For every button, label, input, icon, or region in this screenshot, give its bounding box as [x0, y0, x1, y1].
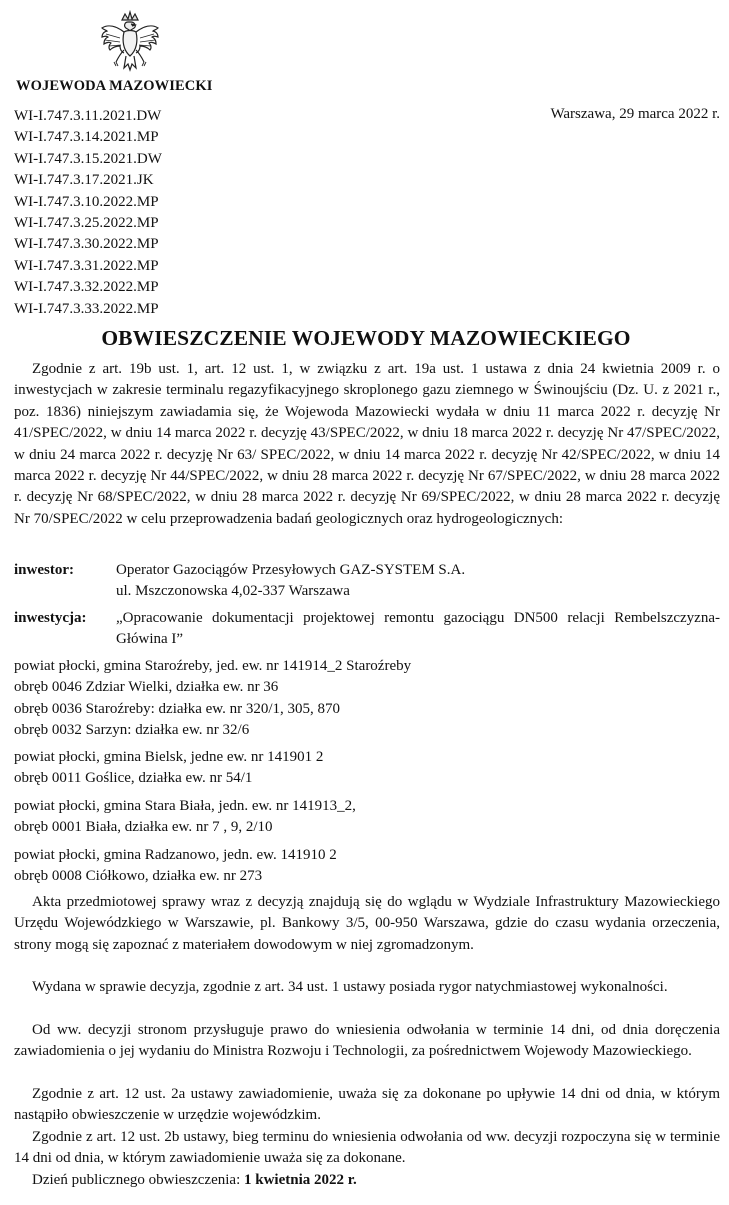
document-title: OBWIESZCZENIE WOJEWODY MAZOWIECKIEGO	[101, 326, 631, 350]
body-paragraph: Zgodnie z art. 12 ust. 2a ustawy zawiadomienie, uważa się za dokonane po upływie 14 dni od dnia, w którym nastąpiło obwieszczenie w urzędzie wojewódzkim.	[14, 1086, 720, 1124]
investor-address: ul. Mszczonowska 4,02-337 Warszawa	[116, 583, 350, 600]
location-line: powiat płocki, gmina Bielsk, jedne ew. nr 141901 2	[14, 749, 324, 765]
publication-date-line	[32, 1172, 357, 1189]
eagle-emblem-icon	[98, 10, 162, 76]
case-reference: WI-I.747.3.17.2021.JK	[14, 172, 154, 189]
location-group	[14, 796, 356, 839]
location-line: powiat płocki, gmina Radzanowo, jedn. ew. 141910 2	[14, 847, 337, 863]
investor-block	[14, 560, 720, 604]
investor-name: Operator Gazociągów Przesyłowych GAZ-SYSTEM S.A.	[116, 562, 466, 578]
location-line: obręb 0032 Sarzyn: działka ew. nr 32/6	[14, 722, 250, 739]
body-paragraph: Zgodnie z art. 12 ust. 2b ustawy, bieg terminu do wniesienia odwołania od ww. decyzji rozpoczyna się w terminie 14 dni od dnia, w którym zawiadomienie uważa się za dokonane.	[14, 1129, 720, 1167]
location-group	[14, 845, 337, 888]
case-reference: WI-I.747.3.25.2022.MP	[14, 215, 159, 232]
investor-details	[116, 560, 720, 603]
location-line: powiat płocki, gmina Stara Biała, jedn. ew. nr 141913_2,	[14, 798, 356, 814]
place-and-date: Warszawa, 29 marca 2022 r.	[550, 106, 720, 122]
case-reference: WI-I.747.3.33.2022.MP	[14, 300, 159, 317]
case-reference: WI-I.747.3.32.2022.MP	[14, 279, 159, 296]
case-reference: WI-I.747.3.31.2022.MP	[14, 257, 159, 274]
location-group	[14, 656, 411, 742]
body-paragraph: Akta przedmiotowej sprawy wraz z decyzją znajdują się do wglądu w Wydziale Infrastruktury Mazowieckiego Urzędu Wojewódzkiego w Warszawie, pl. Bankowy 3/5, 00-950 Warszawa, gdzie do czasu wydania orzeczenia, strony mogą się zapoznać z materiałem dowodowym w niej zgromadzonym.	[14, 894, 720, 953]
location-line: obręb 0001 Biała, działka ew. nr 7 , 9, 2/10	[14, 819, 273, 836]
location-line: obręb 0011 Goślice, działka ew. nr 54/1	[14, 770, 253, 787]
investment-label: inwestycja:	[14, 610, 87, 626]
publication-label: Dzień publicznego obwieszczenia:	[32, 1172, 241, 1188]
case-reference: WI-I.747.3.14.2021.MP	[14, 129, 159, 146]
location-line: obręb 0046 Zdziar Wielki, działka ew. nr 36	[14, 679, 279, 696]
body-paragraph: Od ww. decyzji stronom przysługuje prawo do wniesienia odwołania w terminie 14 dni, od dnia doręczenia zawiadomienia o jej wydaniu do Ministra Rozwoju i Technologii, za pośrednictwem Wojewody Mazowieckiego.	[14, 1022, 720, 1060]
intro-paragraph: Zgodnie z art. 19b ust. 1, art. 12 ust. 1, w związku z art. 19a ust. 1 ustawa z dnia 24 kwietnia 2009 r. o inwestycjach w zakresie terminalu regazyfikacyjnego skroplonego gazu ziemnego w Świnoujściu (Dz. U. z 2021 r., poz. 1836) niniejszym zawiadamia się, że Wojewoda Mazowiecki wydała w dniu 11 marca 2022 r. decyzję Nr 41/SPEC/2022, w dniu 14 marca 2022 r. decyzję 43/SPEC/2022, w dniu 18 marca 2022 r. decyzję Nr 47/SPEC/2022, w dniu 24 marca 2022 r. decyzję Nr 63/ SPEC/2022, w dniu 14 marca 2022 r. decyzję Nr 42/SPEC/2022, w dniu 14 marca 2022 r. decyzję Nr 44/SPEC/2022, w dniu 28 marca 2022 r. decyzję Nr 67/SPEC/2022, w dniu 28 marca 2022 r. decyzję Nr 68/SPEC/2022, w dniu 28 marca 2022 r. decyzję Nr 69/SPEC/2022, w dniu 28 marca 2022 r. decyzję Nr 70/SPEC/2022 w celu przeprowadzenia badań geologicznych oraz hydrogeologicznych:	[14, 361, 720, 527]
case-reference: WI-I.747.3.11.2021.DW	[14, 108, 162, 124]
location-line: obręb 0008 Ciółkowo, działka ew. nr 273	[14, 868, 263, 885]
investment-block	[14, 608, 720, 652]
location-line: obręb 0036 Staroźreby: działka ew. nr 320/1, 305, 870	[14, 700, 341, 717]
location-group	[14, 747, 323, 790]
case-reference: WI-I.747.3.10.2022.MP	[14, 193, 159, 210]
case-reference: WI-I.747.3.15.2021.DW	[14, 150, 162, 167]
location-line: powiat płocki, gmina Staroźreby, jed. ew. nr 141914_2 Staroźreby	[14, 658, 412, 674]
case-reference-list	[14, 106, 162, 320]
investment-description: „Opracowanie dokumentacji projektowej remontu gazociągu DN500 relacji Rembelszczyzna-Główina I”	[116, 610, 720, 648]
case-reference: WI-I.747.3.30.2022.MP	[14, 236, 159, 253]
investor-label: inwestor:	[14, 562, 74, 578]
issuing-authority: WOJEWODA MAZOWIECKI	[16, 78, 213, 94]
body-paragraph: Wydana w sprawie decyzja, zgodnie z art. 34 ust. 1 ustawy posiada rygor natychmiastowej wykonalności.	[32, 979, 668, 995]
publication-date: 1 kwietnia 2022 r.	[244, 1172, 357, 1188]
